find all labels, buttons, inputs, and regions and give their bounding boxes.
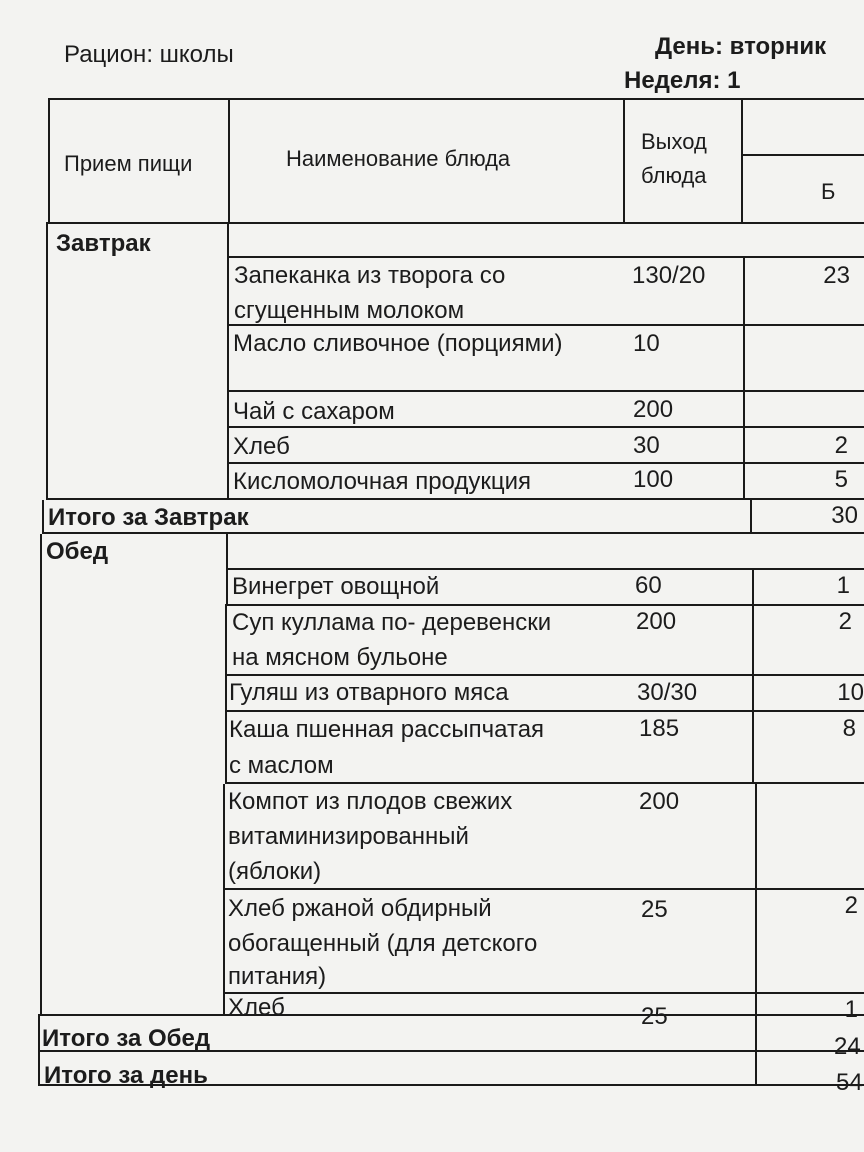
dish-b: 8	[842, 715, 856, 742]
dish-name: Хлеб	[228, 994, 285, 1021]
dish-yield: 30	[633, 432, 660, 459]
dish-name: Винегрет овощной	[232, 573, 440, 600]
col-header-yield-line1: Выход	[641, 129, 707, 154]
section-title-lunch: Обед	[46, 538, 109, 565]
dish-name: обогащенный (для детского	[228, 930, 538, 957]
dish-name: питания)	[228, 963, 327, 990]
ration-label: Рацион: школы	[64, 41, 234, 68]
col-header-dish: Наименование блюда	[286, 146, 511, 171]
col-header-b: Б	[821, 179, 836, 204]
dish-b: 10	[837, 679, 864, 706]
dish-b: 1	[836, 572, 850, 599]
lunch-total-label: Итого за Обед	[42, 1025, 211, 1052]
day-total-b: 54	[836, 1069, 863, 1096]
dish-name: (яблоки)	[228, 858, 322, 885]
breakfast-total-b: 30	[831, 502, 858, 529]
dish-yield: 30/30	[637, 679, 698, 706]
dish-name: Компот из плодов свежих	[228, 788, 513, 815]
dish-b: 5	[834, 466, 848, 493]
week-label: Неделя: 1	[624, 67, 741, 94]
dish-yield: 200	[636, 608, 677, 635]
dish-name: Каша пшенная рассыпчатая	[229, 716, 545, 743]
lunch-total-b: 24	[834, 1033, 861, 1060]
dish-yield: 200	[639, 788, 680, 815]
day-total-label: Итого за день	[44, 1062, 208, 1089]
dish-yield: 185	[639, 715, 680, 742]
dish-name: Суп куллама по- деревенски	[232, 609, 552, 636]
dish-name: на мясном бульоне	[232, 644, 448, 671]
dish-yield: 10	[633, 330, 660, 357]
section-title-breakfast: Завтрак	[56, 230, 151, 257]
dish-yield: 25	[641, 896, 668, 923]
dish-name: Масло сливочное (порциями)	[233, 330, 563, 357]
day-label: День: вторник	[655, 33, 827, 60]
dish-yield: 60	[635, 572, 662, 599]
dish-name: Запеканка из творога со	[234, 262, 506, 289]
dish-b: 2	[834, 432, 848, 459]
dish-b: 1	[844, 996, 858, 1023]
dish-name: Гуляш из отварного мяса	[229, 679, 509, 706]
dish-b: 23	[823, 262, 850, 289]
dish-name: Чай с сахаром	[233, 398, 395, 425]
col-header-meal: Прием пищи	[64, 151, 193, 176]
dish-yield: 25	[641, 1003, 668, 1030]
dish-name: витаминизированный	[228, 823, 469, 850]
dish-b: 2	[838, 608, 852, 635]
dish-b: 2	[844, 892, 858, 919]
dish-yield: 130/20	[632, 262, 706, 289]
dish-name: Хлеб ржаной обдирный	[228, 895, 492, 922]
dish-yield: 200	[633, 396, 674, 423]
dish-name: сгущенным молоком	[234, 297, 465, 324]
col-header-yield-line2: блюда	[641, 163, 707, 188]
breakfast-total-label: Итого за Завтрак	[48, 504, 249, 531]
dish-name: Кисломолочная продукция	[233, 468, 532, 495]
dish-name: с маслом	[229, 752, 334, 779]
dish-yield: 100	[633, 466, 674, 493]
dish-name: Хлеб	[233, 433, 290, 460]
